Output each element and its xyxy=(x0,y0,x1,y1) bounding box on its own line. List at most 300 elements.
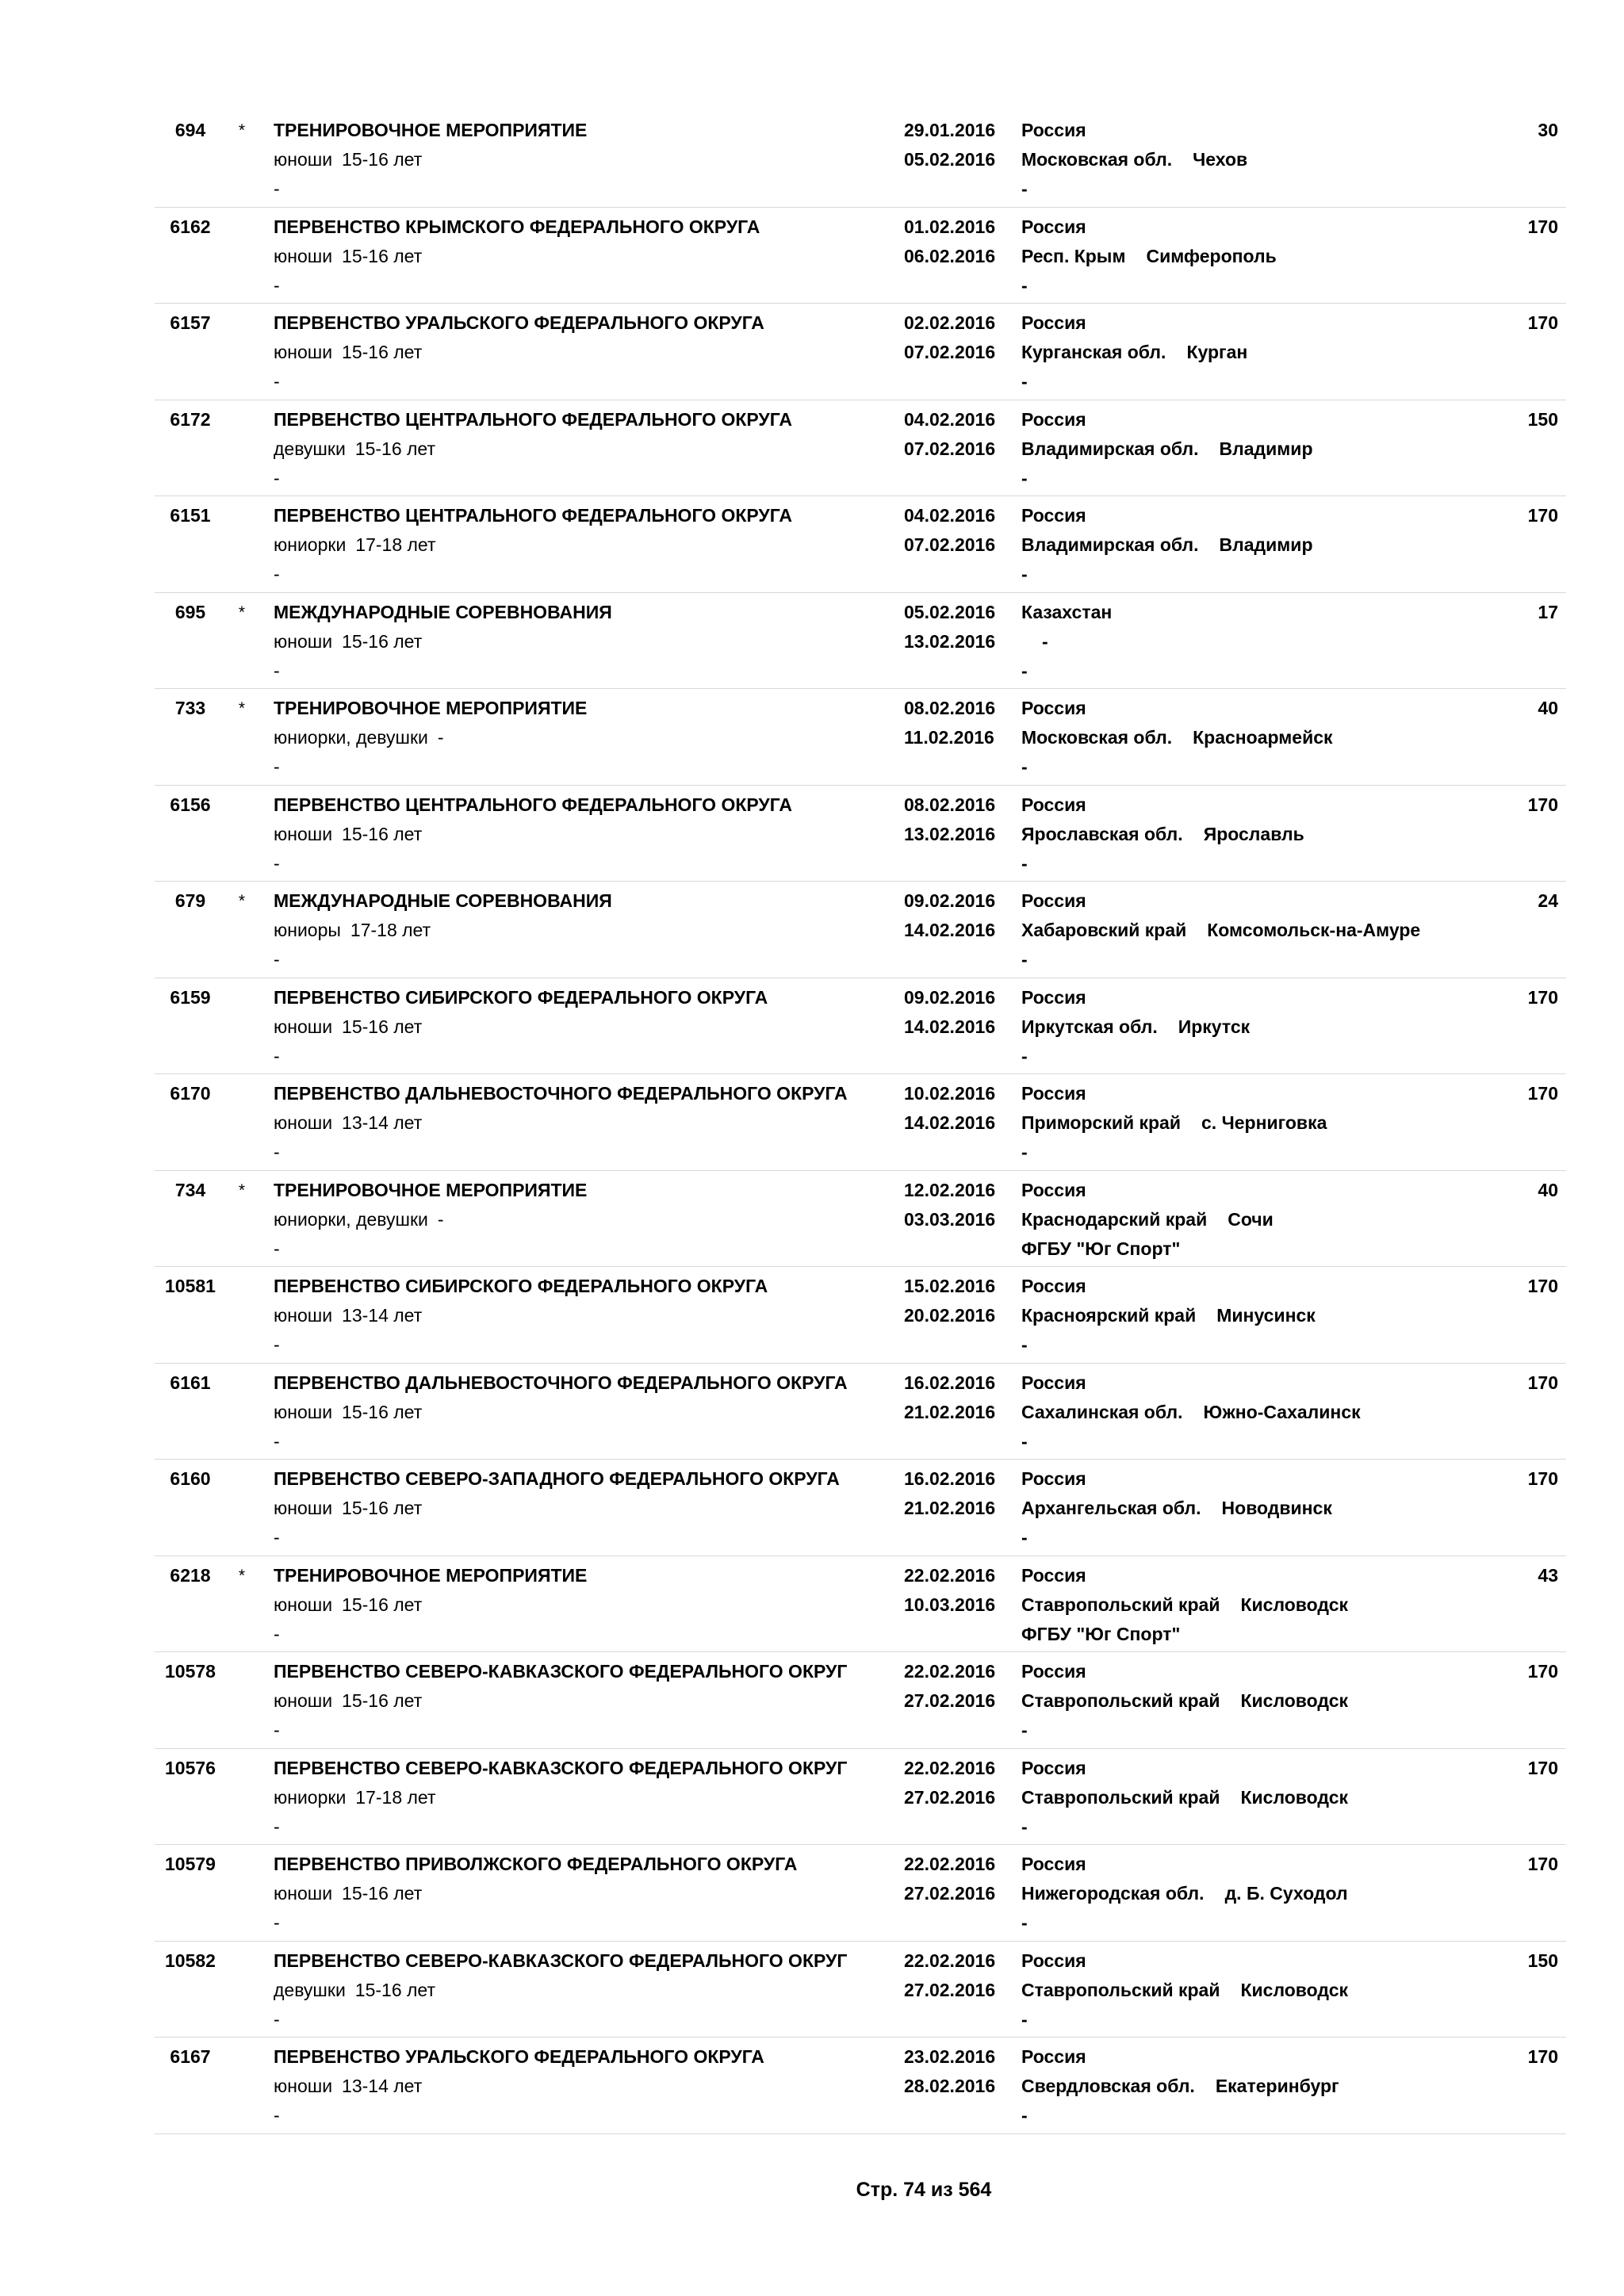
table-row xyxy=(155,978,1566,1075)
event-note: - xyxy=(274,1045,280,1066)
event-dates xyxy=(904,790,995,849)
participant-count-value: 170 xyxy=(1527,794,1558,815)
event-location xyxy=(1021,1657,1348,1745)
date-end: 11.02.2016 xyxy=(904,727,994,748)
date-end: 13.02.2016 xyxy=(904,823,996,844)
participant-count xyxy=(1479,1657,1558,1686)
participant-group: юноши xyxy=(274,149,333,170)
country: Россия xyxy=(1021,408,1086,430)
country: Россия xyxy=(1021,1854,1086,1874)
participant-count xyxy=(1479,1368,1558,1398)
event-title: ПЕРВЕНСТВО ДАЛЬНЕВОСТОЧНОГО ФЕДЕРАЛЬНОГО ОКРУГА xyxy=(274,1372,848,1393)
city: Курган xyxy=(1186,342,1248,362)
event-description xyxy=(274,694,587,782)
event-location xyxy=(1021,983,1250,1071)
country: Россия xyxy=(1021,1564,1086,1586)
event-location xyxy=(1021,116,1247,204)
event-number xyxy=(155,1946,226,1976)
participant-count xyxy=(1479,212,1558,242)
event-location xyxy=(1021,308,1247,396)
table-row xyxy=(155,1749,1566,1846)
event-title: ТРЕНИРОВОЧНОЕ МЕРОПРИЯТИЕ xyxy=(274,1179,588,1200)
age-range: 17-18 лет xyxy=(355,1786,436,1808)
table-row xyxy=(155,786,1566,882)
date-start: 16.02.2016 xyxy=(904,1372,996,1393)
table-row xyxy=(155,400,1566,497)
participant-count xyxy=(1479,598,1558,627)
age-range: 15-16 лет xyxy=(342,1016,423,1037)
country: Россия xyxy=(1021,794,1086,815)
event-number xyxy=(155,2042,226,2072)
age-range: 15-16 лет xyxy=(342,1594,423,1615)
participant-count xyxy=(1479,1946,1558,1976)
event-number xyxy=(155,405,226,434)
event-note: - xyxy=(274,756,280,777)
event-description xyxy=(274,1561,587,1649)
event-note: - xyxy=(274,1334,280,1355)
participant-group: юноши xyxy=(274,1016,333,1037)
event-note: - xyxy=(274,2105,280,2126)
event-description xyxy=(274,598,612,686)
table-row xyxy=(155,1171,1566,1268)
region: Приморский край xyxy=(1021,1112,1181,1133)
venue: ФГБУ "Юг Спорт" xyxy=(1021,1238,1181,1259)
event-title: ПЕРВЕНСТВО УРАЛЬСКОГО ФЕДЕРАЛЬНОГО ОКРУГА xyxy=(274,312,764,333)
event-number-value: 679 xyxy=(174,890,206,911)
venue: - xyxy=(1021,1334,1028,1355)
participant-group: юноши xyxy=(274,1690,333,1711)
table-row xyxy=(155,1074,1566,1171)
event-note: - xyxy=(274,1623,280,1644)
country: Россия xyxy=(1021,312,1086,333)
date-start: 23.02.2016 xyxy=(904,2046,996,2067)
date-end: 21.02.2016 xyxy=(904,1401,996,1422)
participant-count xyxy=(1479,308,1558,338)
participant-group: юноши xyxy=(274,630,333,652)
event-description xyxy=(274,212,760,300)
date-end: 14.02.2016 xyxy=(904,1112,996,1133)
age-range: 15-16 лет xyxy=(342,245,423,266)
venue: - xyxy=(1021,274,1028,296)
event-number xyxy=(155,790,226,820)
region: Респ. Крым xyxy=(1021,245,1126,266)
region: Архангельская обл. xyxy=(1021,1498,1201,1518)
venue: - xyxy=(1021,564,1028,584)
participant-group: юниорки xyxy=(274,534,347,555)
date-end: 27.02.2016 xyxy=(904,1979,996,2000)
date-end: 27.02.2016 xyxy=(904,1883,996,1904)
participant-count-value: 170 xyxy=(1527,505,1558,526)
event-number-value: 10582 xyxy=(165,1950,216,1971)
participant-count-value: 30 xyxy=(1538,120,1558,140)
participant-count-value: 40 xyxy=(1538,1179,1558,1200)
event-number xyxy=(155,886,226,916)
event-number xyxy=(155,116,226,145)
city: Кисловодск xyxy=(1240,1979,1348,2000)
event-dates xyxy=(904,983,995,1042)
event-note: - xyxy=(274,1720,280,1740)
event-description xyxy=(274,1946,847,2034)
table-row xyxy=(155,1267,1566,1364)
date-start: 15.02.2016 xyxy=(904,1276,996,1296)
event-description xyxy=(274,1272,768,1360)
event-dates xyxy=(904,2042,995,2101)
event-note: - xyxy=(274,2008,280,2030)
event-note: - xyxy=(274,1912,280,1933)
page-number: Стр. 74 из 564 xyxy=(856,2179,992,2201)
date-start: 04.02.2016 xyxy=(904,408,996,430)
asterisk-marker: * xyxy=(238,1566,246,1585)
country: Россия xyxy=(1021,1179,1086,1200)
event-title: ПЕРВЕНСТВО ЦЕНТРАЛЬНОГО ФЕДЕРАЛЬНОГО ОКРУГА xyxy=(274,505,792,526)
event-dates xyxy=(904,1561,995,1620)
event-dates xyxy=(904,1464,995,1523)
event-description xyxy=(274,1368,848,1456)
age-range: 15-16 лет xyxy=(354,438,435,459)
participant-count xyxy=(1479,1176,1558,1205)
event-title: ПЕРВЕНСТВО УРАЛЬСКОГО ФЕДЕРАЛЬНОГО ОКРУГА xyxy=(274,2046,764,2067)
event-number-value: 6167 xyxy=(170,2046,211,2067)
event-location xyxy=(1021,1272,1316,1360)
page-footer xyxy=(0,2179,1624,2202)
event-note: - xyxy=(274,467,280,488)
country: Россия xyxy=(1021,120,1086,140)
event-description xyxy=(274,308,764,396)
event-title: ПЕРВЕНСТВО ДАЛЬНЕВОСТОЧНОГО ФЕДЕРАЛЬНОГО ОКРУГА xyxy=(274,1083,848,1104)
age-range: 13-14 лет xyxy=(342,2076,423,2096)
event-location xyxy=(1021,1464,1332,1552)
event-description xyxy=(274,1850,797,1938)
event-number xyxy=(155,1272,226,1301)
date-start: 09.02.2016 xyxy=(904,986,996,1008)
city: Иркутск xyxy=(1178,1016,1251,1037)
participant-count-value: 40 xyxy=(1538,698,1558,718)
asterisk-marker: * xyxy=(238,121,246,140)
region: Ставропольский край xyxy=(1021,1690,1220,1711)
date-end: 21.02.2016 xyxy=(904,1498,996,1518)
event-note: - xyxy=(274,852,280,874)
table-row xyxy=(155,1364,1566,1460)
event-dates xyxy=(904,212,995,271)
event-number-value: 733 xyxy=(174,698,206,718)
participant-count xyxy=(1479,501,1558,530)
event-number-value: 6162 xyxy=(170,216,211,237)
event-dates xyxy=(904,694,995,752)
participant-group: девушки xyxy=(274,438,346,459)
date-start: 05.02.2016 xyxy=(904,601,996,622)
participant-count xyxy=(1479,1079,1558,1108)
venue: - xyxy=(1021,852,1028,874)
event-number xyxy=(155,983,226,1012)
event-note: - xyxy=(274,1238,280,1259)
event-number xyxy=(155,1464,226,1494)
table-row xyxy=(155,208,1566,304)
event-title: ТРЕНИРОВОЧНОЕ МЕРОПРИЯТИЕ xyxy=(274,1564,588,1586)
event-location xyxy=(1021,1754,1348,1842)
event-dates xyxy=(904,1079,995,1138)
event-number xyxy=(155,1368,226,1398)
city: Владимир xyxy=(1219,534,1313,555)
region: Краснодарский край xyxy=(1021,1208,1208,1230)
region: Курганская обл. xyxy=(1021,342,1166,362)
city: Кисловодск xyxy=(1240,1690,1348,1711)
venue: - xyxy=(1021,178,1028,199)
age-range: 15-16 лет xyxy=(354,1979,435,2000)
date-start: 10.02.2016 xyxy=(904,1083,996,1104)
date-end: 06.02.2016 xyxy=(904,245,996,266)
city: Ярославль xyxy=(1203,823,1304,844)
event-description xyxy=(274,1754,847,1842)
participant-count-value: 170 xyxy=(1527,312,1558,333)
date-end: 10.03.2016 xyxy=(904,1594,996,1615)
event-list xyxy=(155,111,1566,2134)
event-note: - xyxy=(274,1527,280,1548)
participant-count-value: 170 xyxy=(1527,1276,1558,1296)
date-start: 02.02.2016 xyxy=(904,312,996,333)
date-start: 01.02.2016 xyxy=(904,216,996,237)
event-note: - xyxy=(274,949,280,970)
participant-group: юноши xyxy=(274,342,333,362)
event-marker xyxy=(236,694,247,723)
event-description xyxy=(274,405,792,493)
participant-group: юниорки, девушки xyxy=(274,727,428,748)
event-number xyxy=(155,1079,226,1108)
age-range: 15-16 лет xyxy=(342,630,423,652)
event-number-value: 10579 xyxy=(165,1854,216,1874)
event-note: - xyxy=(274,1142,280,1162)
event-number xyxy=(155,1176,226,1205)
event-dates xyxy=(904,1657,995,1716)
country: Россия xyxy=(1021,1083,1086,1104)
participant-group: юниоры xyxy=(274,920,341,940)
city: Екатеринбург xyxy=(1215,2076,1339,2096)
event-title: ПЕРВЕНСТВО СИБИРСКОГО ФЕДЕРАЛЬНОГО ОКРУГА xyxy=(274,986,768,1008)
country: Россия xyxy=(1021,1757,1086,1778)
event-number xyxy=(155,1657,226,1686)
city: Минусинск xyxy=(1216,1305,1316,1326)
event-number-value: 6160 xyxy=(170,1468,211,1489)
country: Россия xyxy=(1021,505,1086,526)
region: Свердловская обл. xyxy=(1021,2076,1195,2096)
region: Ярославская обл. xyxy=(1021,823,1183,844)
event-number-value: 10581 xyxy=(165,1276,216,1296)
event-title: ПЕРВЕНСТВО СЕВЕРО-КАВКАЗСКОГО ФЕДЕРАЛЬНОГО ОКРУГ xyxy=(274,1950,848,1971)
event-number-value: 694 xyxy=(174,120,206,140)
age-range: 15-16 лет xyxy=(342,1401,423,1422)
participant-count-value: 150 xyxy=(1527,408,1558,430)
age-range: 15-16 лет xyxy=(342,1498,423,1518)
event-title: ПЕРВЕНСТВО СИБИРСКОГО ФЕДЕРАЛЬНОГО ОКРУГА xyxy=(274,1276,768,1296)
event-number-value: 6159 xyxy=(170,986,211,1008)
city: с. Черниговка xyxy=(1201,1112,1327,1133)
event-location xyxy=(1021,212,1277,300)
event-location xyxy=(1021,1561,1348,1649)
asterisk-marker: * xyxy=(238,699,246,718)
country: Россия xyxy=(1021,1661,1086,1682)
age-range: 17-18 лет xyxy=(355,534,436,555)
country: Россия xyxy=(1021,698,1086,718)
age-range: 15-16 лет xyxy=(342,1690,423,1711)
event-description xyxy=(274,2042,764,2130)
date-start: 04.02.2016 xyxy=(904,505,996,526)
city: Владимир xyxy=(1219,438,1313,459)
event-number-value: 10576 xyxy=(165,1757,216,1778)
event-note: - xyxy=(274,564,280,584)
event-dates xyxy=(904,598,995,656)
event-dates xyxy=(904,308,995,367)
event-number-value: 6161 xyxy=(170,1372,211,1393)
event-location xyxy=(1021,1850,1348,1938)
event-description xyxy=(274,501,792,589)
participant-count xyxy=(1479,1754,1558,1783)
region: Нижегородская обл. xyxy=(1021,1883,1205,1904)
region: Владимирская обл. xyxy=(1021,438,1199,459)
event-title: ПЕРВЕНСТВО ЦЕНТРАЛЬНОГО ФЕДЕРАЛЬНОГО ОКРУГА xyxy=(274,408,792,430)
age-range: 15-16 лет xyxy=(342,1883,423,1904)
date-end: 27.02.2016 xyxy=(904,1786,996,1808)
participant-count-value: 170 xyxy=(1527,986,1558,1008)
date-end: 07.02.2016 xyxy=(904,438,996,459)
participant-count xyxy=(1479,1850,1558,1879)
participant-group: юноши xyxy=(274,1112,333,1133)
date-end: 05.02.2016 xyxy=(904,149,996,170)
table-row xyxy=(155,689,1566,786)
venue: - xyxy=(1021,1816,1028,1837)
table-row xyxy=(155,1556,1566,1653)
participant-group: юноши xyxy=(274,1498,333,1518)
city: Сочи xyxy=(1228,1208,1274,1230)
participant-count xyxy=(1479,886,1558,916)
venue: - xyxy=(1021,467,1028,488)
event-location xyxy=(1021,1176,1274,1264)
participant-count xyxy=(1479,2042,1558,2072)
date-start: 12.02.2016 xyxy=(904,1179,996,1200)
participant-count-value: 24 xyxy=(1538,890,1558,911)
event-number-value: 734 xyxy=(174,1179,206,1200)
event-title: ПЕРВЕНСТВО СЕВЕРО-КАВКАЗСКОГО ФЕДЕРАЛЬНОГО ОКРУГ xyxy=(274,1757,848,1778)
region: Ставропольский край xyxy=(1021,1979,1220,2000)
table-row xyxy=(155,2038,1566,2134)
venue: - xyxy=(1021,1430,1028,1452)
table-row xyxy=(155,593,1566,690)
event-number-value: 6170 xyxy=(170,1083,211,1104)
venue: - xyxy=(1021,949,1028,970)
event-number-value: 6156 xyxy=(170,794,211,815)
participant-count xyxy=(1479,694,1558,723)
date-end: 03.03.2016 xyxy=(904,1208,996,1230)
venue: - xyxy=(1021,1720,1028,1740)
city: - xyxy=(1042,630,1048,652)
event-description xyxy=(274,886,612,974)
event-location xyxy=(1021,790,1304,878)
event-location xyxy=(1021,501,1313,589)
event-dates xyxy=(904,886,995,945)
participant-count xyxy=(1479,1272,1558,1301)
event-title: ПЕРВЕНСТВО ПРИВОЛЖСКОГО ФЕДЕРАЛЬНОГО ОКРУГА xyxy=(274,1854,798,1874)
participant-count-value: 170 xyxy=(1527,216,1558,237)
region: Сахалинская обл. xyxy=(1021,1401,1183,1422)
event-location xyxy=(1021,1368,1361,1456)
participant-count xyxy=(1479,790,1558,820)
region: Владимирская обл. xyxy=(1021,534,1199,555)
event-note: - xyxy=(274,178,280,199)
venue: - xyxy=(1021,2105,1028,2126)
date-end: 28.02.2016 xyxy=(904,2076,996,2096)
event-number xyxy=(155,501,226,530)
event-location xyxy=(1021,886,1420,974)
event-number xyxy=(155,1754,226,1783)
participant-count xyxy=(1479,116,1558,145)
participant-count-value: 170 xyxy=(1527,1854,1558,1874)
participant-count-value: 170 xyxy=(1527,1372,1558,1393)
participant-count xyxy=(1479,1561,1558,1590)
event-title: ПЕРВЕНСТВО КРЫМСКОГО ФЕДЕРАЛЬНОГО ОКРУГА xyxy=(274,216,760,237)
event-title: ТРЕНИРОВОЧНОЕ МЕРОПРИЯТИЕ xyxy=(274,698,588,718)
date-end: 13.02.2016 xyxy=(904,630,996,652)
venue: - xyxy=(1021,1912,1028,1933)
participant-count-value: 170 xyxy=(1527,1468,1558,1489)
venue: - xyxy=(1021,660,1028,681)
country: Россия xyxy=(1021,1468,1086,1489)
event-marker xyxy=(236,116,247,145)
date-start: 22.02.2016 xyxy=(904,1564,996,1586)
event-note: - xyxy=(274,274,280,296)
table-row xyxy=(155,1460,1566,1556)
country: Казахстан xyxy=(1021,601,1113,622)
city: Новодвинск xyxy=(1221,1498,1332,1518)
country: Россия xyxy=(1021,2046,1086,2067)
participant-count-value: 170 xyxy=(1527,2046,1558,2067)
participant-count xyxy=(1479,983,1558,1012)
date-end: 07.02.2016 xyxy=(904,534,996,555)
city: Кисловодск xyxy=(1240,1786,1348,1808)
country: Россия xyxy=(1021,1372,1086,1393)
event-location xyxy=(1021,598,1112,686)
participant-group: юноши xyxy=(274,2076,333,2096)
table-row xyxy=(155,1652,1566,1749)
event-dates xyxy=(904,1272,995,1330)
event-number xyxy=(155,1561,226,1590)
venue: - xyxy=(1021,756,1028,777)
participant-group: юноши xyxy=(274,1401,333,1422)
event-title: МЕЖДУНАРОДНЫЕ СОРЕВНОВАНИЯ xyxy=(274,890,612,911)
event-dates xyxy=(904,116,995,174)
event-marker xyxy=(236,1561,247,1590)
event-number xyxy=(155,694,226,723)
event-dates xyxy=(904,1850,995,1908)
country: Россия xyxy=(1021,1950,1086,1971)
city: Чехов xyxy=(1193,149,1248,170)
event-note: - xyxy=(274,371,280,392)
event-description xyxy=(274,1079,848,1167)
event-dates xyxy=(904,1368,995,1427)
participant-count-value: 17 xyxy=(1538,601,1558,622)
event-marker xyxy=(236,886,247,916)
participant-count-value: 170 xyxy=(1527,1661,1558,1682)
event-note: - xyxy=(274,1430,280,1452)
age-range: 13-14 лет xyxy=(342,1305,423,1326)
event-marker xyxy=(236,598,247,627)
region: Московская обл. xyxy=(1021,149,1173,170)
participant-count-value: 150 xyxy=(1527,1950,1558,1971)
city: д. Б. Суходол xyxy=(1224,1883,1348,1904)
region: Московская обл. xyxy=(1021,727,1173,748)
age-range: - xyxy=(437,727,444,748)
event-location xyxy=(1021,1946,1348,2034)
participant-count-value: 170 xyxy=(1527,1083,1558,1104)
age-range: 13-14 лет xyxy=(342,1112,423,1133)
date-end: 14.02.2016 xyxy=(904,1016,996,1037)
